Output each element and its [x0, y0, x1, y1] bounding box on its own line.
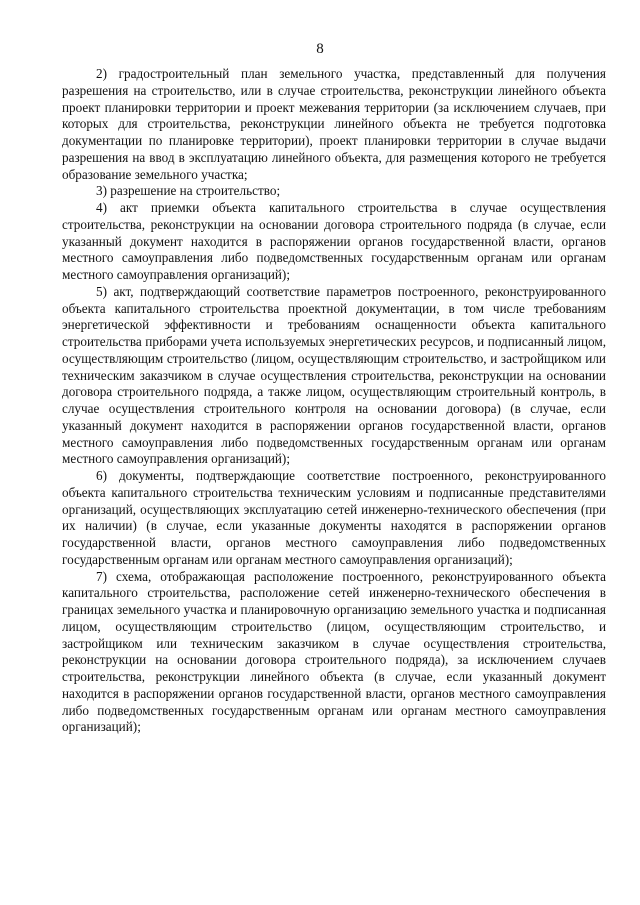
- paragraph-item-5: 5) акт, подтверждающий соответствие параметров построенного, реконструированного объекта капитального строительства проектной документации, в том числе требованиям энергетической эффективности и требованиям оснащенности объекта капитального строительства приборами учета используемых энергетических ресурсов, и подписанный лицом, осуществляющим строительство (лицом, осуществляющим строительство, и застройщиком или техническим заказчиком в случае осуществления строительства, реконструкции на основании договора строительного подряда, а также лицом, осуществляющим строительный контроль, в случае осуществления строительного контроля на основании договора) (в случае, если указанный документ находится в распоряжении органов государственной власти, органов местного самоуправления либо подведомственных государственным органам или органам местного самоуправления организаций);: [62, 283, 606, 467]
- paragraph-item-7: 7) схема, отображающая расположение построенного, реконструированного объекта капитального строительства, расположение сетей инженерно-технического обеспечения в границах земельного участка и планировочную организацию земельного участка и подписанная лицом, осуществляющим строительство (лицом, осуществляющим строительство, и застройщиком или техническим заказчиком в случае осуществления строительства, реконструкции на основании договора строительного подряда), за исключением случаев строительства, реконструкции линейного объекта (в случае, если указанный документ находится в распоряжении органов государственной власти, органов местного самоуправления либо подведомственных государственным органам или органам местного самоуправления организаций);: [62, 568, 606, 735]
- document-body: [62, 66, 606, 736]
- paragraph-item-4: 4) акт приемки объекта капитального строительства в случае осуществления строительства, реконструкции на основании договора строительного подряда (в случае, если указанный документ находится в распоряжении органов государственной власти, органов местного самоуправления либо подведомственных государственным органам или органам местного самоуправления организаций);: [62, 200, 606, 282]
- paragraph-item-6: 6) документы, подтверждающие соответствие построенного, реконструированного объекта капитального строительства техническим условиям и подписанные представителями организаций, осуществляющих эксплуатацию сетей инженерно-технического обеспечения (при их наличии) (в случае, если указанные документы находятся в распоряжении органов государственной власти, органов местного самоуправления либо подведомственных государственным органам или органам местного самоуправления организаций);: [62, 468, 606, 567]
- page-number: 8: [316, 41, 324, 57]
- paragraph-item-2: 2) градостроительный план земельного участка, представленный для получения разрешения на строительство, или в случае строительства, реконструкции линейного объекта проект планировки территории и проект межевания территории (за исключением случаев, при которых для строительства, реконструкции линейного объекта не требуется подготовка документации по планировке территории), проект планировки территории в случае выдачи разрешения на ввод в эксплуатацию линейного объекта, для размещения которого не требуется образование земельного участка;: [62, 66, 606, 182]
- paragraph-item-3: 3) разрешение на строительство;: [96, 183, 281, 199]
